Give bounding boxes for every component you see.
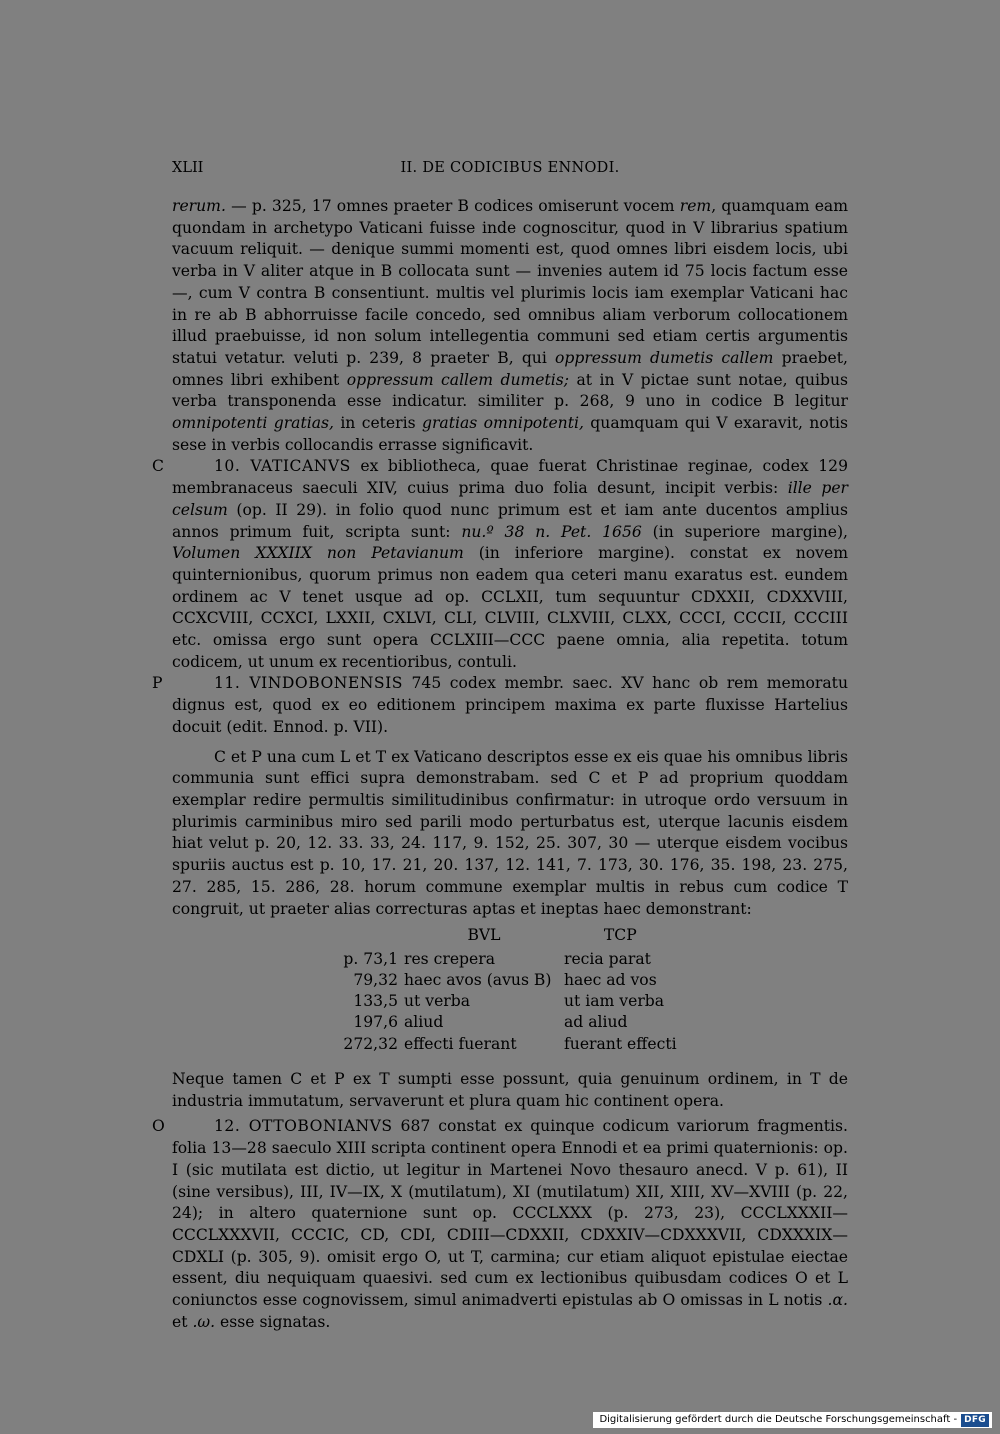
table-row [340,1034,677,1055]
text-run: rerum. [172,197,226,215]
dfg-footer [593,1412,992,1428]
table-row [340,1012,677,1033]
siglum-c: C [152,457,164,476]
text-run: esse signatas. [215,1312,331,1331]
paragraph-ottobonianus [152,1116,848,1333]
text-run: et [172,1312,193,1331]
text-run: ex bibliotheca, quae fuerat Christinae reginae, codex 129 membranaceus saeculi XIV, cuius prima duo folia desunt, incipit verbis: [172,457,848,498]
reading-tcp: haec ad vos [564,970,657,989]
text-run: praebet, omnes libri exhibent [172,348,848,389]
text-run: gratias omnipotenti, [421,414,584,433]
text-run: Volumen XXXIIX non Petavianum [172,544,464,563]
reading-bvl: ut verba [404,992,471,1011]
text-run: 10. VATICANVS [214,457,351,476]
text-run: rem [679,197,712,215]
siglum-o: O [152,1117,165,1136]
paragraph-neque-tamen [172,1069,848,1112]
text-run: Neque tamen C et P ex T sumpti esse possunt, quia genuinum ordinem, in T de industria immutatum, servaverunt et plura quam hic continent opera. [172,1069,848,1110]
page-reference: 133,5 [353,992,398,1011]
page-header [172,160,848,184]
column-header-tcp: TCP [603,926,637,945]
text-run: — p. 325, 17 omnes praeter B codices omiserunt vocem [225,197,680,215]
reading-bvl: haec avos (avus B) [404,970,552,989]
reading-tcp: fuerant effecti [564,1034,677,1053]
text-run: 745 codex membr. saec. XV hanc ob rem memoratu dignus est, quod ex eo editionem principem maxima ex parte fluxisse Hartelius docuit (edit. Ennod. p. VII). [172,674,848,736]
text-run: in ceteris [333,414,422,433]
text-run: omnipotenti gratias, [172,414,334,433]
text-run: (in superiore margine), [641,522,848,541]
page-number: XLII [172,160,204,176]
text-run: C et P una cum L et T ex Vaticano descriptos esse ex eis quae his omnibus libris communia sunt effici supra demonstrabam. sed C et P ad proprium quoddam exemplar redire permultis similitudinibus confirmatur: in utroque ordo versuum in plurimis carminibus miro sed parili modo perturbatus est, uterque lacunis eisdem hiat velut p. 20, 12. 33. 33, 24. 117, 9. 152, 25. 307, 30 — uterque eisdem vocibus spuriis auctus est p. 10, 17. 21, 20. 137, 12. 141, 7. 173, 30. 176, 35. 198, 23. 275, 27. 285, 15. 286, 28. horum commune exemplar multis in rebus cum codice T congruit, ut praeter alias correcturas aptas et ineptas haec demonstrant: [172,747,848,918]
text-run: .α. [827,1291,848,1310]
page-reference: 79,32 [353,970,398,989]
text-run: .ω. [192,1312,216,1331]
siglum-p: P [152,674,163,693]
table-row [340,949,677,970]
table-header-row [340,925,677,948]
dfg-logo: DFG [961,1414,989,1427]
text-run: at in V pictae sunt notae, quibus verba transponenda esse indicatur. similiter p. 268, 9 uno in codice B legitur [172,370,849,411]
reading-tcp: ad aliud [564,1013,628,1032]
reading-bvl: res crepera [404,949,496,968]
reading-bvl: effecti fuerant [404,1034,517,1053]
variant-readings-table [340,925,677,1055]
column-header-bvl: BVL [467,926,501,945]
paragraph-vaticanus [152,456,848,673]
page-reference: p. 73,1 [343,949,398,968]
text-run: (op. II 29). in folio quod nunc primum est et iam ante ducentos amplius annos primum fuit, scripta sunt: [172,500,848,541]
reading-tcp: recia parat [564,949,651,968]
text-run: 687 constat ex quinque codicum variorum fragmentis. folia 13—28 saeculo XIII scripta continent opera Ennodi et ea primi quaternionis: op. I (sic mutilata est dictio, ut legitur in Martenei Novo thesauro anecd. V p. 61), II (sine versibus), III, IV—IX, X (mutilatum), XI (mutilatum) XII, XIII, XV—XVIII (p. 22, 24); in altero quaternione sunt op. CCCLXXX (p. 273, 23), CCCLXXXII—CCCLXXXVII, CCCIC, CD, CDI, CDIII—CDXXII, CDXXIV—CDXXXVII, CDXXXIX—CDXLI (p. 305, 9). omisit ergo O, ut T, carmina; cur etiam aliquot epistulae eiectae essent, diu nequiquam quaesivi. sed cum ex lectionibus quibusdam codices O et L coniunctos esse cognovissem, simul animadverti epistulas ab O omissas in L notis [172,1117,848,1310]
page-body [152,196,849,1333]
table-row [340,991,677,1012]
text-run: oppressum callem dumetis; [346,370,570,389]
text-run: nu.º 38 n. Pet. 1656 [461,522,642,541]
footer-text: Digitalisierung gefördert durch die Deutsche Forschungsgemeinschaft - [599,1414,958,1425]
text-run: 12. OTTOBONIANVS [214,1117,393,1136]
table-row [340,970,677,991]
text-run: , quamquam eam quondam in archetypo Vaticani fuisse inde cognoscitur, quod in V librarius spatium vacuum reliquit. — denique summi momenti est, quod omnes libri eisdem locis, ubi verba in V aliter atque in B collocata sunt — invenies autem id 75 locis factum esse —, cum V contra B consentiunt. multis vel plurimis locis iam exemplar Vaticani hac in re ab B abhorruisse facile concedo, sed omnibus aliam verborum collocationem illud praebuisse, id non solum intellegentia communi sed etiam certis argumentis statui vetatur. veluti p. 239, 8 praeter B, qui [172,197,849,367]
paragraph-vindobonensis [152,673,848,738]
text-run: quamquam qui V exaravit, notis sese in verbis collocandis errasse significavit. [172,414,848,454]
text-run: (in inferiore margine). constat ex novem quinternionibus, quorum primus non eadem qua ceteri manu exaratus est. eundem ordinem ac V tenet usque ad op. CCLXII, tum sequuntur CDXXII, CDXXVIII, CCXCVIII, CCXCI, LXXII, CXLVI, CLI, CLVIII, CLXVIII, CLXX, CCCI, CCCII, CCCIII etc. omissa ergo sunt opera CCLXIII—CCC paene omnia, alia repetita. totum codicem, ut unum ex recentioribus, contuli. [172,544,848,671]
paragraph-1 [172,196,848,456]
running-title: II. DE CODICIBUS ENNODI. [400,160,620,176]
page-reference: 272,32 [343,1034,398,1053]
text-run: oppressum dumetis callem [554,348,774,367]
page-reference: 197,6 [353,1013,398,1032]
paragraph-c-et-p [172,747,848,921]
text-run: ille per celsum [172,479,848,519]
text-run: 11. VINDOBONENSIS [214,674,403,693]
reading-bvl: aliud [404,1013,444,1032]
reading-tcp: ut iam verba [564,992,665,1011]
